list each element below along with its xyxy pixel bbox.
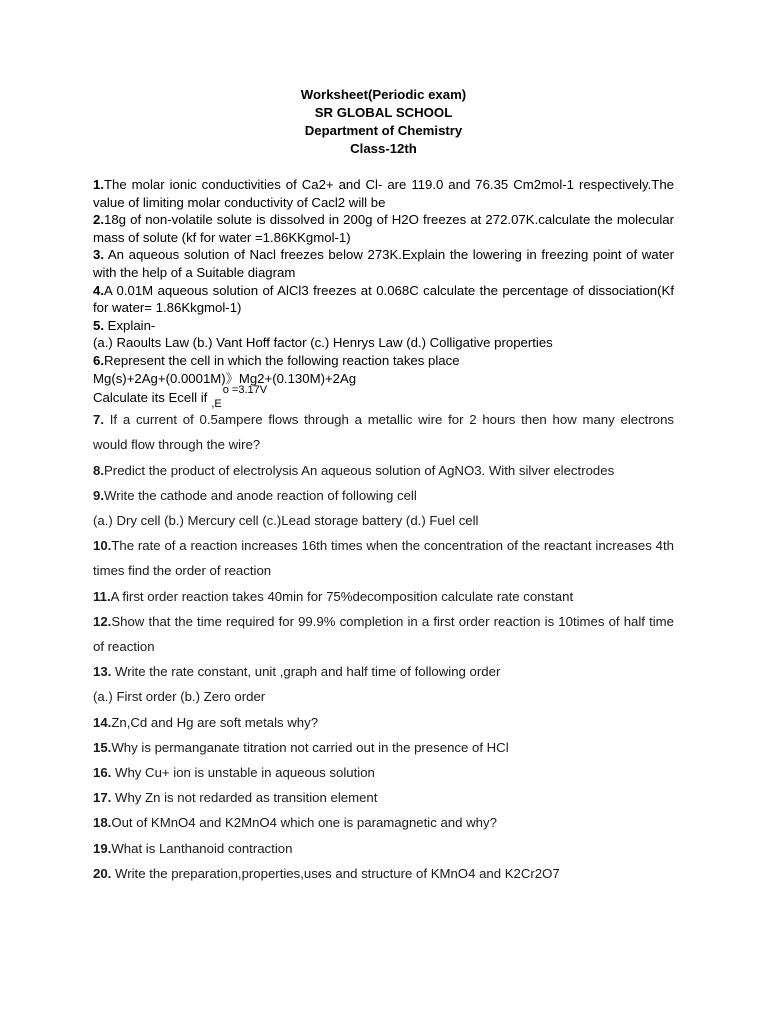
question-6 xyxy=(93,352,674,370)
question-text: Represent the cell in which the following reaction takes place xyxy=(104,352,460,368)
question-number: 4. xyxy=(93,282,104,298)
question-20 xyxy=(93,861,674,886)
question-text: An aqueous solution of Nacl freezes below 273K.Explain the lowering in freezing point of water with the help of a Suitable diagram xyxy=(93,247,674,280)
question-13-options: (a.) First order (b.) Zero order xyxy=(93,689,266,705)
calc-text: Calculate its Ecell if xyxy=(93,390,208,406)
question-text: 18g of non-volatile solute is dissolved in 200g of H2O freezes at 272.07K.calculate the molecular mass of solute (kf for water =1.86KKgmol-1) xyxy=(93,212,674,245)
question-number: 13. xyxy=(93,664,112,680)
worksheet-header xyxy=(93,86,674,158)
question-number: 11. xyxy=(93,588,111,604)
question-10 xyxy=(93,533,674,583)
question-text: A first order reaction takes 40min for 75%decomposition calculate rate constant xyxy=(110,588,574,604)
question-5 xyxy=(93,317,674,335)
question-text: Why Cu+ ion is unstable in aqueous solution xyxy=(111,764,375,780)
question-number: 3. xyxy=(93,247,104,263)
question-2 xyxy=(93,211,674,246)
question-15 xyxy=(93,735,674,760)
question-number: 19. xyxy=(93,840,112,856)
header-spacer xyxy=(93,158,674,176)
question-text: Why Zn is not redarded as transition element xyxy=(111,790,378,806)
question-12 xyxy=(93,609,674,659)
question-text: Show that the time required for 99.9% completion in a first order reaction is 10times of half time of reaction xyxy=(93,613,674,654)
question-6-calculation xyxy=(93,384,674,411)
question-text: What is Lanthanoid contraction xyxy=(111,840,293,856)
question-number: 16. xyxy=(93,764,112,780)
question-14 xyxy=(93,710,674,735)
class-name: Class-12th xyxy=(350,141,417,156)
question-text: If a current of 0.5ampere flows through a metallic wire for 2 hours then how many electrons would flow through the wire? xyxy=(93,412,674,453)
question-1 xyxy=(93,176,674,211)
question-9 xyxy=(93,483,674,508)
question-3 xyxy=(93,246,674,281)
question-number: 15. xyxy=(93,739,112,755)
question-text: Zn,Cd and Hg are soft metals why? xyxy=(111,714,319,730)
question-19 xyxy=(93,836,674,861)
question-16 xyxy=(93,760,674,785)
question-11 xyxy=(93,584,674,609)
calc-subscript: ,E xyxy=(211,398,222,411)
question-text: Explain- xyxy=(104,317,156,333)
question-number: 1. xyxy=(93,177,104,192)
question-5-options: (a.) Raoults Law (b.) Vant Hoff factor (c.) Henrys Law (d.) Colligative properties xyxy=(93,335,553,351)
question-number: 9. xyxy=(93,487,104,503)
worksheet-title: Worksheet(Periodic exam) xyxy=(300,87,467,102)
question-text: A 0.01M aqueous solution of AlCl3 freezes at 0.068C calculate the percentage of dissociation(Kf for water= 1.86Kkgmol-1) xyxy=(93,282,674,316)
question-number: 17. xyxy=(93,790,112,806)
question-6-reaction: Mg(s)+2Ag+(0.0001M)》Mg2+(0.130M)+2Ag xyxy=(93,370,357,386)
question-number: 2. xyxy=(93,212,104,228)
question-number: 18. xyxy=(93,815,112,831)
worksheet-page xyxy=(93,86,674,886)
question-text: Write the preparation,properties,uses and structure of KMnO4 and K2Cr2O7 xyxy=(111,865,560,881)
question-number: 14. xyxy=(93,714,112,730)
question-text: The molar ionic conductivities of Ca2+ and Cl- are 119.0 and 76.35 Cm2mol-1 respectively.The value of limiting molar conductivity of Cacl2 will be xyxy=(93,177,674,210)
question-text: Out of KMnO4 and K2MnO4 which one is paramagnetic and why? xyxy=(111,815,497,831)
question-13 xyxy=(93,659,674,684)
question-number: 7. xyxy=(93,412,104,428)
question-number: 5. xyxy=(93,317,104,333)
question-number: 8. xyxy=(93,462,104,478)
question-number: 6. xyxy=(93,352,104,368)
question-4 xyxy=(93,282,674,317)
department-name: Department of Chemistry xyxy=(304,123,463,138)
question-7 xyxy=(93,407,674,457)
question-17 xyxy=(93,785,674,810)
question-9-options: (a.) Dry cell (b.) Mercury cell (c.)Lead storage battery (d.) Fuel cell xyxy=(93,512,479,528)
question-number: 10. xyxy=(93,538,112,554)
question-8 xyxy=(93,458,674,483)
question-text: Predict the product of electrolysis An aqueous solution of AgNO3. With silver electrodes xyxy=(104,462,615,478)
question-18 xyxy=(93,810,674,835)
question-text: The rate of a reaction increases 16th times when the concentration of the reactant increases 4th times find the order of reaction xyxy=(93,538,674,579)
question-number: 20. xyxy=(93,865,112,881)
question-text: Write the rate constant, unit ,graph and half time of following order xyxy=(111,664,501,680)
question-number: 12. xyxy=(93,613,112,629)
calc-superscript: o =3.17V xyxy=(222,384,268,397)
question-text: Why is permanganate titration not carried out in the presence of HCl xyxy=(111,739,509,755)
school-name: SR GLOBAL SCHOOL xyxy=(314,105,453,120)
question-text: Write the cathode and anode reaction of following cell xyxy=(104,487,417,503)
